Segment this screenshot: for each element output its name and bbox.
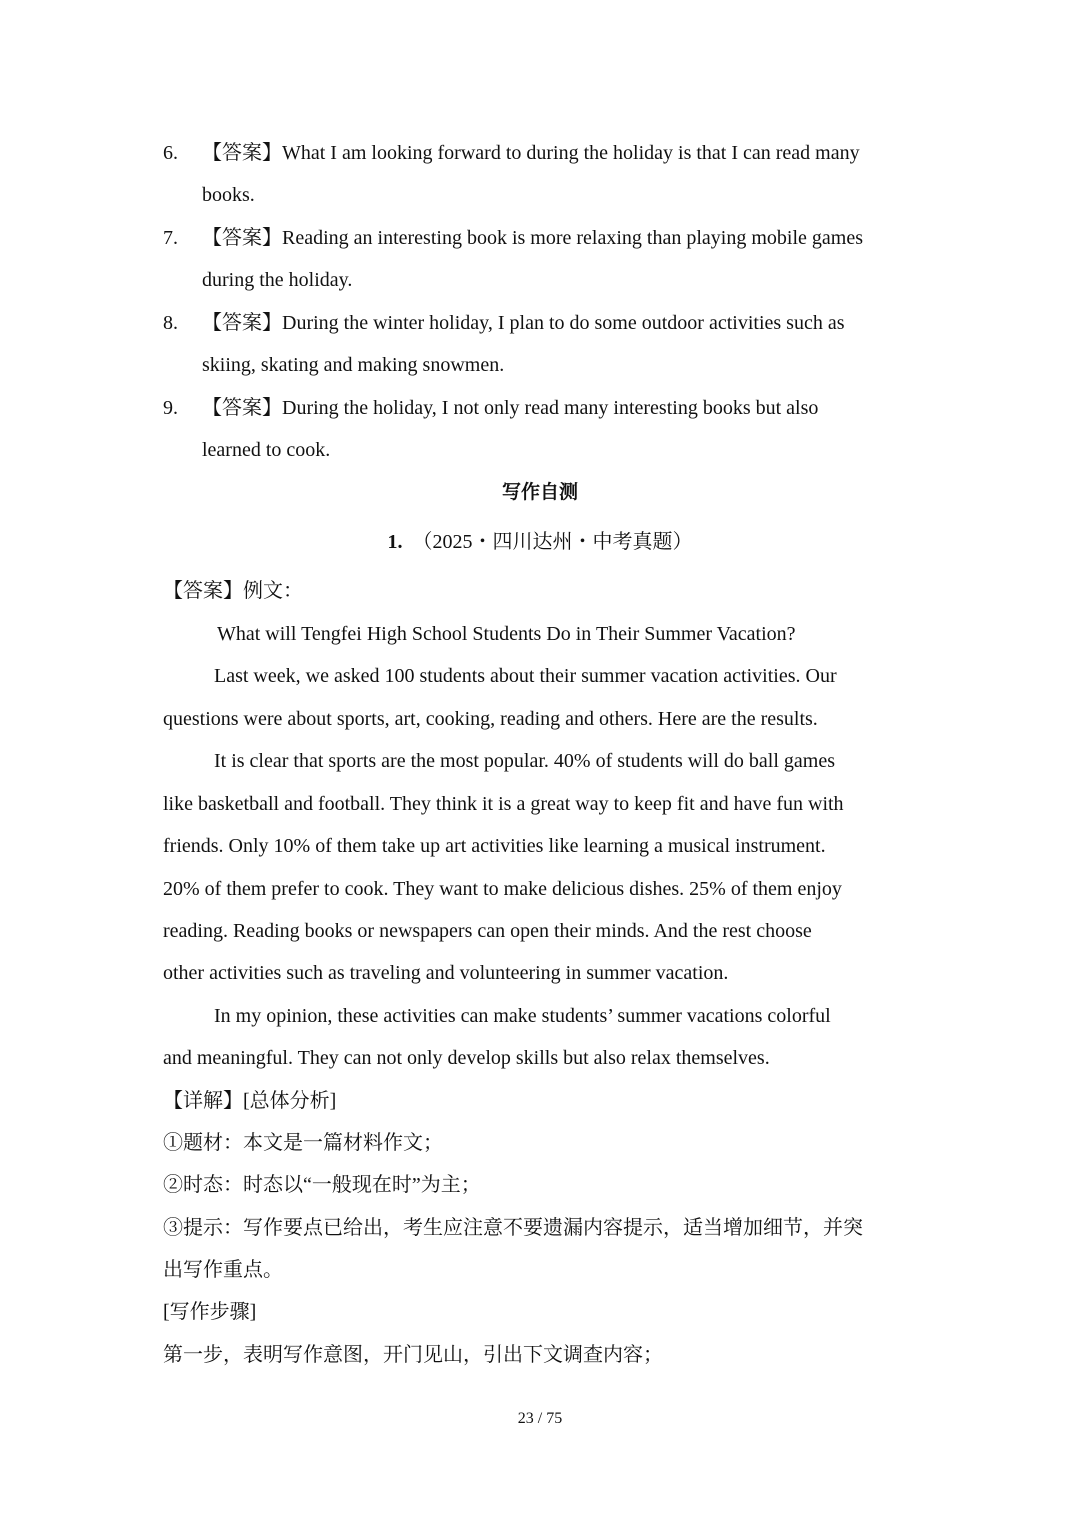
analysis-item: ③提示：写作要点已给出，考生应注意不要遗漏内容提示，适当增加细节，并突 [163, 1217, 863, 1239]
essay-line: friends. Only 10% of them take up art activities like learning a musical instrument. [163, 835, 826, 857]
answer-text: 【答案】During the holiday, I not only read many interesting books but also [202, 397, 819, 419]
analysis-item: ①题材：本文是一篇材料作文； [163, 1132, 443, 1154]
answer-text: 【答案】Reading an interesting book is more relaxing than playing mobile games [202, 227, 863, 249]
answer-text-cont: learned to cook. [202, 439, 331, 461]
steps-heading: [写作步骤] [163, 1301, 257, 1323]
question-header [0, 529, 1080, 555]
answer-number: 8. [163, 312, 178, 334]
analysis-heading: 【详解】[总体分析] [163, 1090, 337, 1112]
page-number: 23 / 75 [517, 1410, 563, 1427]
answer-text: 【答案】What I am looking forward to during the holiday is that I can read many [202, 142, 860, 164]
essay-title: What will Tengfei High School Students Do in Their Summer Vacation? [217, 623, 796, 645]
essay-line: questions were about sports, art, cooking, reading and others. Here are the results. [163, 708, 818, 730]
answer-label: 【答案】例文： [163, 580, 303, 602]
answer-number: 7. [163, 227, 178, 249]
essay-line: 20% of them prefer to cook. They want to make delicious dishes. 25% of them enjoy [163, 878, 842, 900]
answer-text: 【答案】During the winter holiday, I plan to do some outdoor activities such as [202, 312, 845, 334]
answer-text-cont: skiing, skating and making snowmen. [202, 354, 505, 376]
answer-text-cont: books. [202, 184, 255, 206]
essay-line: other activities such as traveling and volunteering in summer vacation. [163, 962, 729, 984]
essay-line: and meaningful. They can not only develop skills but also relax themselves. [163, 1047, 770, 1069]
answer-number: 9. [163, 397, 178, 419]
step-line: 第一步，表明写作意图，开门见山，引出下文调查内容； [163, 1344, 663, 1366]
question-number: 1. [387, 531, 403, 553]
essay-line: Last week, we asked 100 students about their summer vacation activities. Our [214, 665, 837, 687]
answer-number: 6. [163, 142, 178, 164]
essay-line: like basketball and football. They think it is a great way to keep fit and have fun with [163, 793, 844, 815]
section-title: 写作自测 [501, 481, 578, 503]
analysis-item: ②时态：时态以“一般现在时”为主； [163, 1174, 481, 1196]
analysis-item-cont: 出写作重点。 [163, 1259, 283, 1281]
question-source: （2025・四川达州・中考真题） [412, 531, 693, 553]
essay-line: In my opinion, these activities can make students’ summer vacations colorful [214, 1005, 831, 1027]
answer-text-cont: during the holiday. [202, 269, 353, 291]
essay-line: It is clear that sports are the most popular. 40% of students will do ball games [214, 750, 835, 772]
essay-line: reading. Reading books or newspapers can open their minds. And the rest choose [163, 920, 812, 942]
